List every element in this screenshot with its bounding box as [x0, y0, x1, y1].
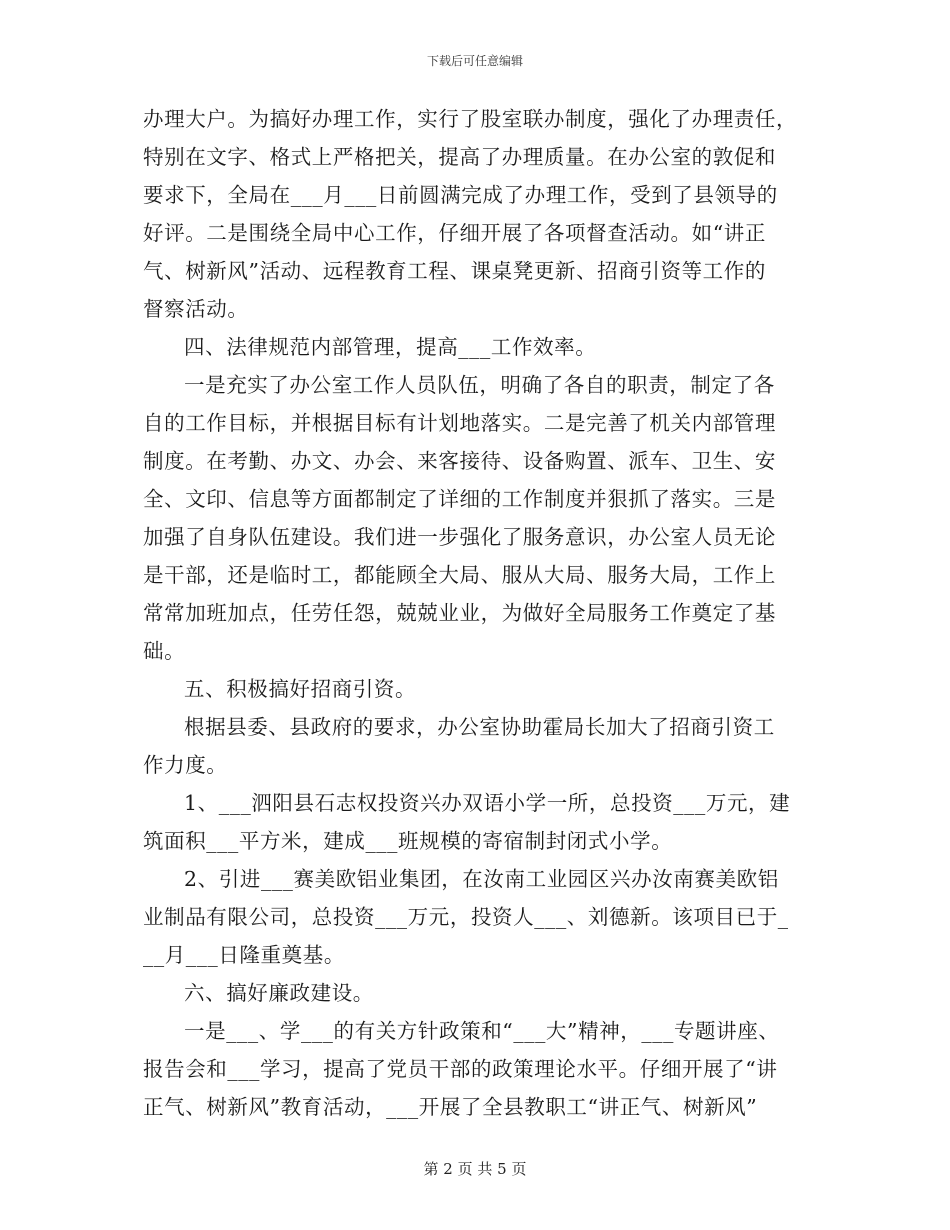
- paragraph-3: [143, 708, 808, 784]
- text-line: 作力度。: [143, 753, 228, 777]
- text-line: 特别在文字、格式上严格把关，提高了办理质量。在办公室的敦促和: [143, 145, 776, 169]
- text-line: 是干部，还是临时工，都能顾全大局、服从大局、服务大局，工作上: [143, 563, 776, 587]
- text-line: 筑面积___平方米，建成___班规模的寄宿制封闭式小学。: [143, 829, 673, 853]
- text-line: 2、引进___赛美欧铝业集团，在汝南工业园区兴办汝南赛美欧铝: [184, 867, 779, 891]
- text-line: 1、___泗阳县石志权投资兴办双语小学一所，总投资___万元，建: [184, 791, 791, 815]
- text-line: 加强了自身队伍建设。我们进一步强化了服务意识，办公室人员无论: [143, 525, 776, 549]
- text-line: 一是充实了办公室工作人员队伍，明确了各自的职责，制定了各: [184, 373, 775, 397]
- section-heading-4: [143, 328, 808, 366]
- paragraph-item-1: [143, 784, 808, 860]
- heading-text: 四、法律规范内部管理，提高___工作效率。: [184, 335, 597, 359]
- page-number: 第 2 页 共 5 页: [423, 1160, 527, 1178]
- text-line: 办理大户。为搞好办理工作，实行了股室联办制度，强化了办理责任，: [143, 107, 798, 131]
- text-line: __月___日隆重奠基。: [143, 943, 345, 967]
- text-line: 根据县委、县政府的要求，办公室协助霍局长加大了招商引资工: [184, 715, 775, 739]
- text-line: 常常加班加点，任劳任怨，兢兢业业，为做好全局服务工作奠定了基: [143, 601, 776, 625]
- text-line: 一是___、学___的有关方针政策和“___大”精神，___专题讲座、: [184, 1019, 780, 1043]
- paragraph-4: [143, 1012, 808, 1126]
- text-line: 报告会和___学习，提高了党员干部的政策理论水平。仔细开展了“讲: [143, 1057, 778, 1081]
- text-line: 自的工作目标，并根据目标有计划地落实。二是完善了机关内部管理: [143, 411, 776, 435]
- paragraph-1: [143, 100, 808, 328]
- heading-text: 五、积极搞好招商引资。: [184, 677, 417, 701]
- paragraph-2: [143, 366, 808, 670]
- paragraph-item-2: [143, 860, 808, 974]
- section-heading-6: [143, 974, 808, 1012]
- text-line: 全、文印、信息等方面都制定了详细的工作制度并狠抓了落实。三是: [143, 487, 776, 511]
- page-header: 下载后可任意编辑: [426, 54, 523, 68]
- text-line: 正气、树新风”教育活动，___开展了全县教职工“讲正气、树新风”: [143, 1095, 758, 1119]
- text-line: 气、树新风”活动、远程教育工程、课桌凳更新、招商引资等工作的: [143, 259, 766, 283]
- heading-text: 六、搞好廉政建设。: [184, 981, 374, 1005]
- text-line: 督察活动。: [143, 297, 249, 321]
- text-line: 要求下，全局在___月___日前圆满完成了办理工作，受到了县领导的: [143, 183, 778, 207]
- section-heading-5: [143, 670, 808, 708]
- document-body: [143, 100, 808, 1126]
- text-line: 础。: [143, 639, 186, 663]
- text-line: 好评。二是围绕全局中心工作，仔细开展了各项督查活动。如“讲正: [143, 221, 766, 245]
- text-line: 业制品有限公司，总投资___万元，投资人___、刘德新。该项目已于_: [143, 905, 789, 929]
- text-line: 制度。在考勤、办文、办会、来客接待、设备购置、派车、卫生、安: [143, 449, 776, 473]
